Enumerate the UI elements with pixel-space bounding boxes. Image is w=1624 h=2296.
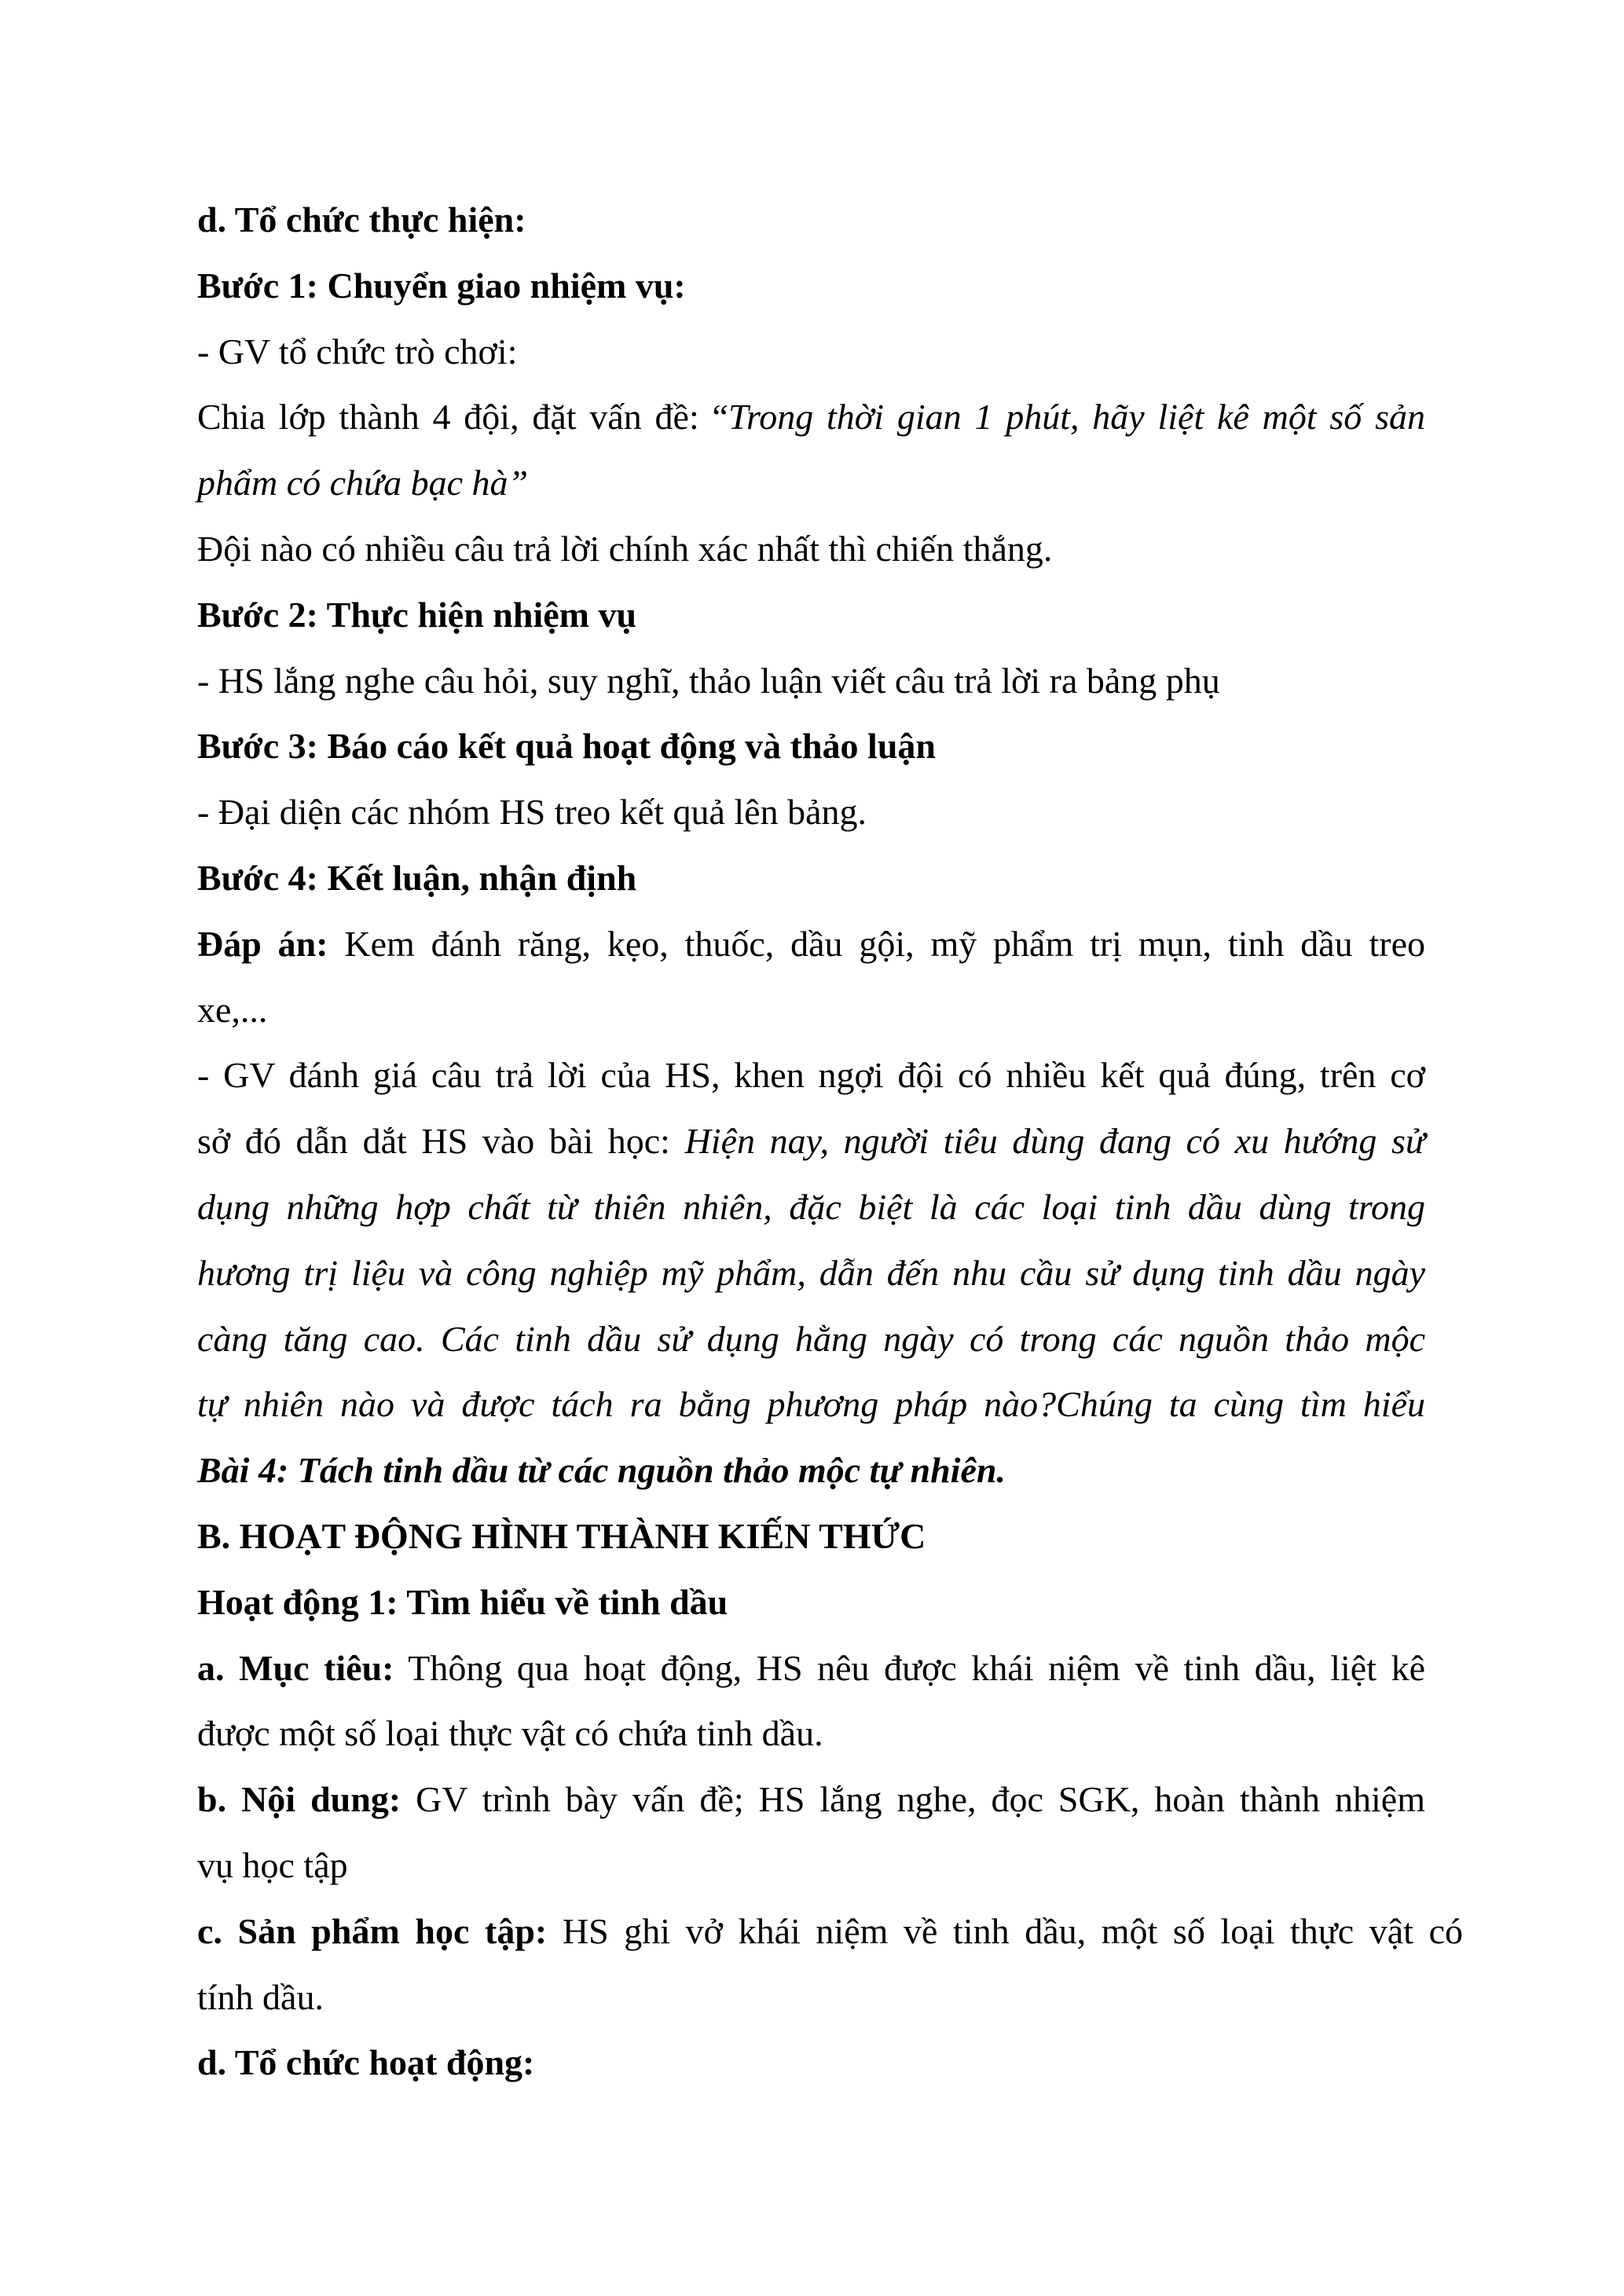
text-run: Chia lớp thành 4 đội, đặt vấn đề: “	[197, 397, 728, 438]
text-line-product-line-b	[197, 1965, 1425, 2031]
text-line-answer-line-a	[197, 911, 1425, 977]
text-line-evaluation-line-d	[197, 1240, 1425, 1306]
bold-text-run: Bước 3: Báo cáo kết quả hoạt động và thảo luận	[197, 726, 936, 767]
text-line-evaluation-line-a	[197, 1042, 1425, 1108]
text-run: tính dầu.	[197, 1976, 324, 2017]
bold-text-run: a. Mục tiêu:	[197, 1647, 394, 1688]
italic-text-run: hương trị liệu và công nghiệp mỹ phẩm, dẫn đến nhu cầu sử dụng tinh dầu ngày	[197, 1252, 1425, 1293]
text-line-step-1-item-3	[197, 516, 1425, 582]
text-line-evaluation-line-f	[197, 1371, 1425, 1437]
italic-text-run: dụng những hợp chất từ thiên nhiên, đặc biệt là các loại tinh dầu dùng trong	[197, 1186, 1425, 1227]
text-line-objective-line-b	[197, 1701, 1425, 1767]
text-run: Kem đánh răng, kẹo, thuốc, dầu gội, mỹ phẩm trị mụn, tinh dầu treo	[328, 923, 1425, 964]
italic-text-run: Hiện nay, người tiêu dùng đang có xu hướng sử	[684, 1121, 1425, 1162]
text-run: - GV đánh giá câu trả lời của HS, khen ngợi đội có nhiều kết quả đúng, trên cơ	[197, 1055, 1425, 1096]
text-run: sở đó dẫn dắt HS vào bài học:	[197, 1121, 685, 1162]
text-run: Thông qua hoạt động, HS nêu được khái niệm về tinh dầu, liệt kê	[394, 1647, 1425, 1688]
text-line-step-1-item-2b	[197, 450, 1425, 516]
bold-text-run: d. Tổ chức thực hiện:	[197, 200, 526, 240]
text-line-step-4-heading	[197, 845, 1425, 911]
text-line-heading-d-to-chuc-hoat-dong	[197, 2030, 1425, 2096]
text-run: xe,...	[197, 989, 268, 1030]
italic-text-run: càng tăng cao. Các tinh dầu sử dụng hằng ngày có trong các nguồn thảo mộc	[197, 1318, 1425, 1359]
text-run: GV trình bày vấn đề; HS lắng nghe, đọc SGK, hoàn thành nhiệm	[401, 1779, 1425, 1820]
text-run: vụ học tập	[197, 1844, 348, 1885]
text-line-activity-1-heading	[197, 1569, 1425, 1635]
text-line-evaluation-line-e	[197, 1306, 1425, 1372]
bold-text-run: b. Nội dung:	[197, 1779, 401, 1820]
text-run: - HS lắng nghe câu hỏi, suy nghĩ, thảo luận viết câu trả lời ra bảng phụ	[197, 660, 1220, 701]
text-line-evaluation-line-b	[197, 1108, 1425, 1174]
text-line-step-2-heading	[197, 582, 1425, 648]
italic-text-run: Trong thời gian 1 phút, hãy liệt kê một số sản	[728, 397, 1425, 438]
bold-text-run: Bước 1: Chuyển giao nhiệm vụ:	[197, 265, 686, 306]
italic-text-run: tự nhiên nào và được tách ra bằng phương pháp nào?Chúng ta cùng tìm hiểu	[197, 1384, 1425, 1425]
text-run: Đội nào có nhiều câu trả lời chính xác nhất thì chiến thắng.	[197, 528, 1053, 569]
italic-text-run: phẩm có chứa bạc hà”	[197, 463, 529, 504]
text-line-step-1-heading	[197, 253, 1425, 319]
bold-text-run: Bước 2: Thực hiện nhiệm vụ	[197, 594, 637, 635]
text-line-content-line-a	[197, 1767, 1425, 1833]
bold-text-run: d. Tổ chức hoạt động:	[197, 2042, 535, 2083]
text-line-step-1-item-1	[197, 319, 1425, 385]
bold-text-run: B. HOẠT ĐỘNG HÌNH THÀNH KIẾN THỨC	[197, 1515, 926, 1556]
text-line-section-b-heading	[197, 1503, 1425, 1569]
bold-italic-text-run: Bài 4: Tách tinh dầu từ các nguồn thảo mộc tự nhiên.	[197, 1450, 1006, 1491]
text-line-step-3-heading	[197, 713, 1425, 779]
bold-text-run: Đáp án:	[197, 923, 328, 964]
text-line-objective-line-a	[197, 1635, 1425, 1701]
bold-text-run: c. Sản phẩm học tập:	[197, 1910, 548, 1951]
text-line-heading-d-to-chuc-thuc-hien	[197, 187, 1425, 253]
text-line-step-2-item-1	[197, 648, 1425, 714]
text-line-step-1-item-2a	[197, 384, 1425, 450]
text-line-answer-line-b	[197, 977, 1425, 1043]
bold-text-run: Hoạt động 1: Tìm hiểu về tinh dầu	[197, 1581, 728, 1622]
bold-text-run: Bước 4: Kết luận, nhận định	[197, 857, 637, 898]
text-line-evaluation-line-c	[197, 1174, 1425, 1240]
text-run: - GV tổ chức trò chơi:	[197, 331, 518, 372]
text-run: - Đại diện các nhóm HS treo kết quả lên bảng.	[197, 792, 867, 833]
text-line-product-line-a	[197, 1899, 1463, 1965]
document-page	[197, 187, 1463, 2096]
text-line-content-line-b	[197, 1833, 1425, 1899]
text-run: được một số loại thực vật có chứa tinh dầu.	[197, 1713, 823, 1754]
text-run: HS ghi vở khái niệm về tinh dầu, một số loại thực vật có	[547, 1910, 1463, 1951]
text-line-lesson-title	[197, 1437, 1425, 1503]
text-line-step-3-item-1	[197, 779, 1425, 845]
